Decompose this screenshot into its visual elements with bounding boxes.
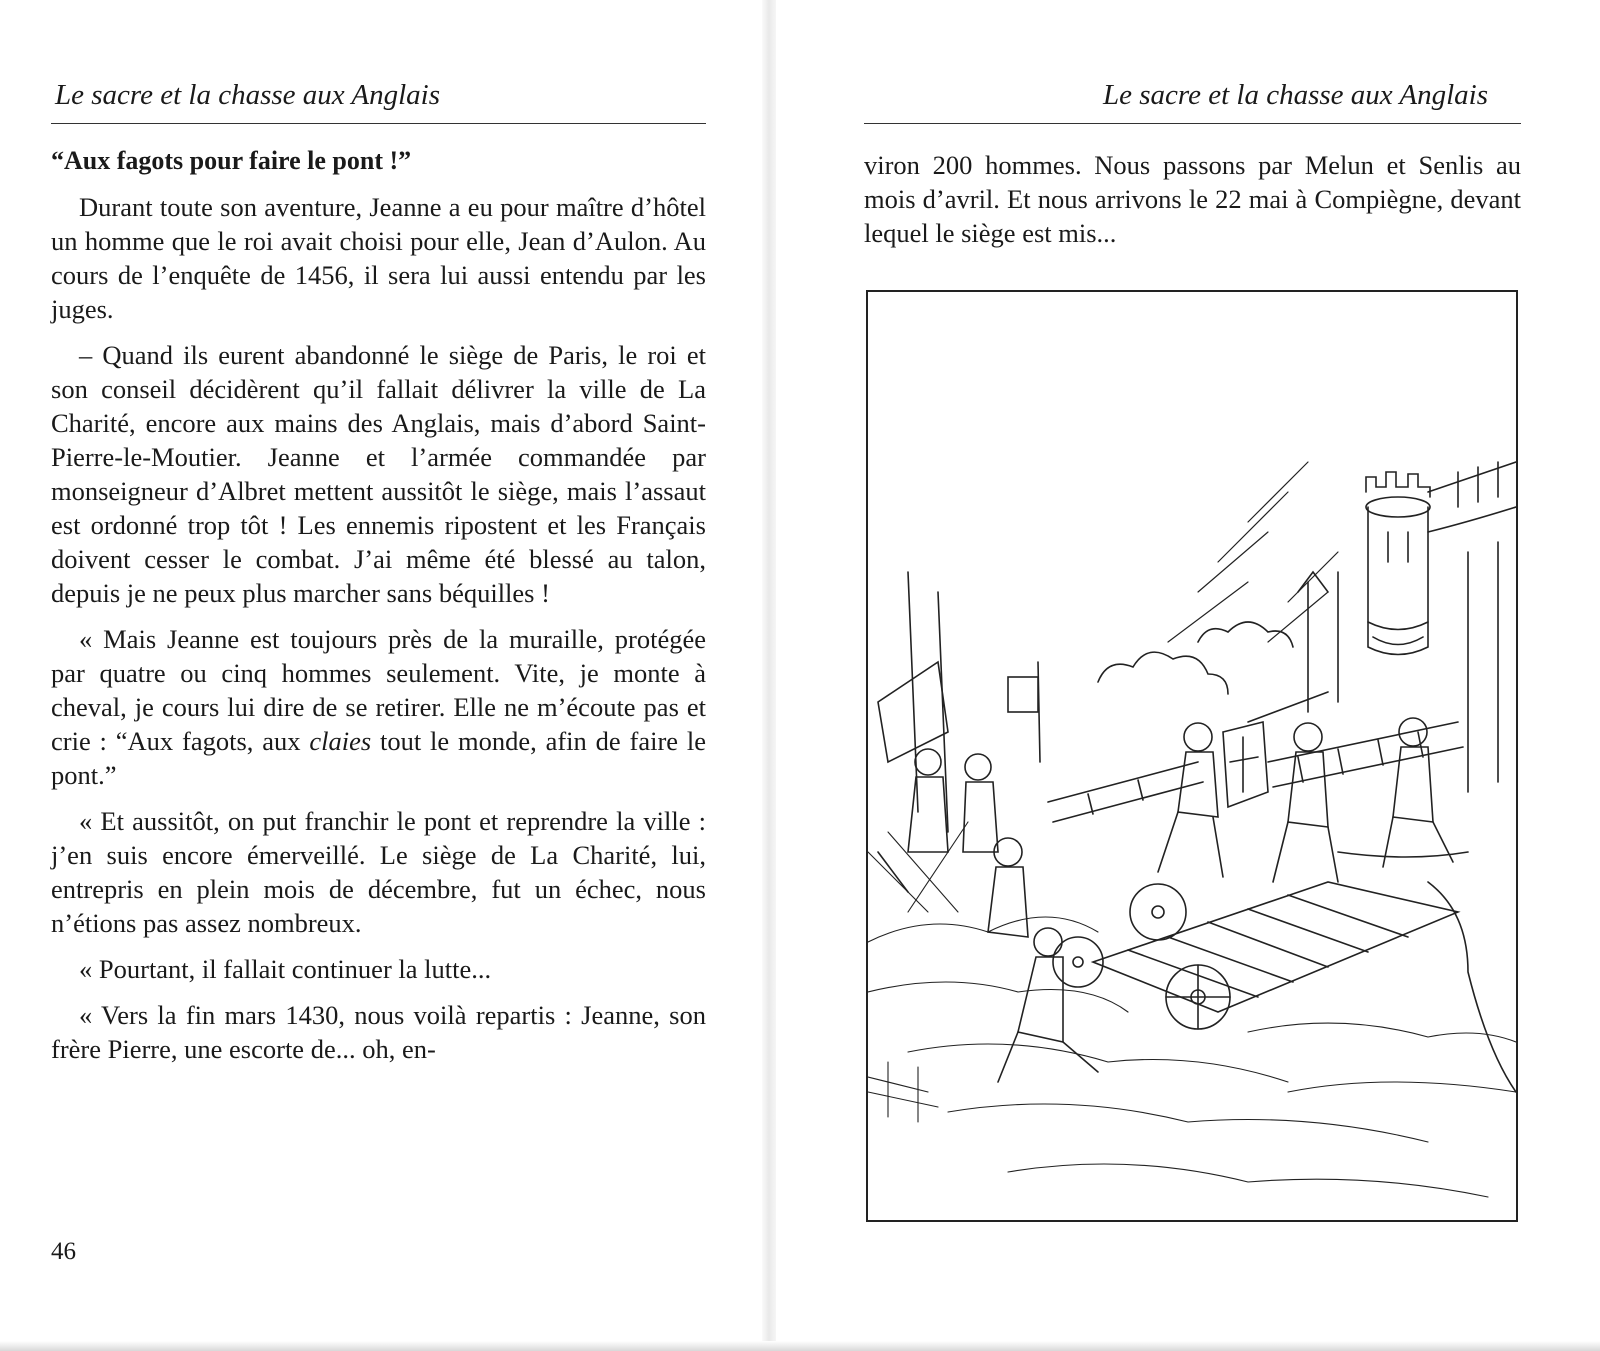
fascines <box>868 822 1516 1197</box>
siege-illustration <box>866 290 1518 1222</box>
header-rule-left <box>51 123 706 124</box>
right-text-block <box>864 148 1521 250</box>
left-text-block <box>51 144 706 1078</box>
siege-drawing <box>868 292 1516 1220</box>
left-page <box>0 0 760 1351</box>
arrow-streaks <box>1168 462 1338 642</box>
paragraph: « Et aussitôt, on put franchir le pont et reprendre la ville : j’en suis encore émerveillé. Le siège de La Charité, lui, entrepris en plein mois de décembre, fut un échec, nous n’étions pas assez nombreux. <box>51 806 706 938</box>
running-head-right: Le sacre et la chasse aux Anglais <box>1102 79 1488 111</box>
page-bottom-edge <box>0 1341 1600 1351</box>
paragraph: – Quand ils eurent abandonné le siège de Paris, le roi et son conseil décidèrent qu’il fallait délivrer la ville de La Charité, encore aux mains des Anglais, mais d’abord Saint-Pierre-le-Moutier. Jeanne et l’armée commandée par monseigneur d’Albret mettent aussitôt le siège, mais l’assaut est ordonné trop tôt ! Les ennemis ripostent et les Français doivent cesser le combat. J’ai même été blessé au talon, depuis je ne peux plus marcher sans béquilles ! <box>51 340 706 608</box>
paragraph: « Vers la fin mars 1430, nous voilà repartis : Jeanne, son frère Pierre, une escorte de... oh, en- <box>51 1000 706 1064</box>
running-head-left: Le sacre et la chasse aux Anglais <box>55 79 441 111</box>
page-number: 46 <box>51 1238 76 1265</box>
quote-text: tout le monde, afin de faire le pont.” <box>51 726 706 790</box>
castle-tower <box>1298 462 1516 792</box>
moat-bank <box>1338 852 1516 1092</box>
paragraph: Durant toute son aventure, Jeanne a eu pour maître d’hôtel un homme que le roi avait choisi pour elle, Jean d’Aulon. Au cours de l’enquête de 1456, il sera lui aussi entendu par les juges. <box>51 192 706 324</box>
smoke-clouds <box>1098 622 1293 694</box>
quote-text: « Mais Jeanne est toujours près de la muraille, protégée par quatre ou cinq hommes seulement. Vite, je monte à cheval, je cours lui dire de se retirer. Elle ne m’écoute pas et crie : “Aux fagots, aux <box>51 624 706 756</box>
bridge-cart <box>1053 882 1458 1029</box>
paragraph: « Pourtant, il fallait continuer la lutte... <box>79 954 492 984</box>
italic-word: claies <box>309 726 372 756</box>
banners <box>878 572 1040 892</box>
right-page <box>770 0 1600 1351</box>
header-rule-right <box>864 123 1521 124</box>
paragraph: viron 200 hommes. Nous passons par Melun et Senlis au mois d’avril. Et nous arrivons le 22 mai à Compiègne, devant lequel le siège est mis... <box>864 150 1521 248</box>
quote-paragraph <box>51 622 706 792</box>
chapter-title: “Aux fagots pour faire le pont !” <box>51 146 412 175</box>
